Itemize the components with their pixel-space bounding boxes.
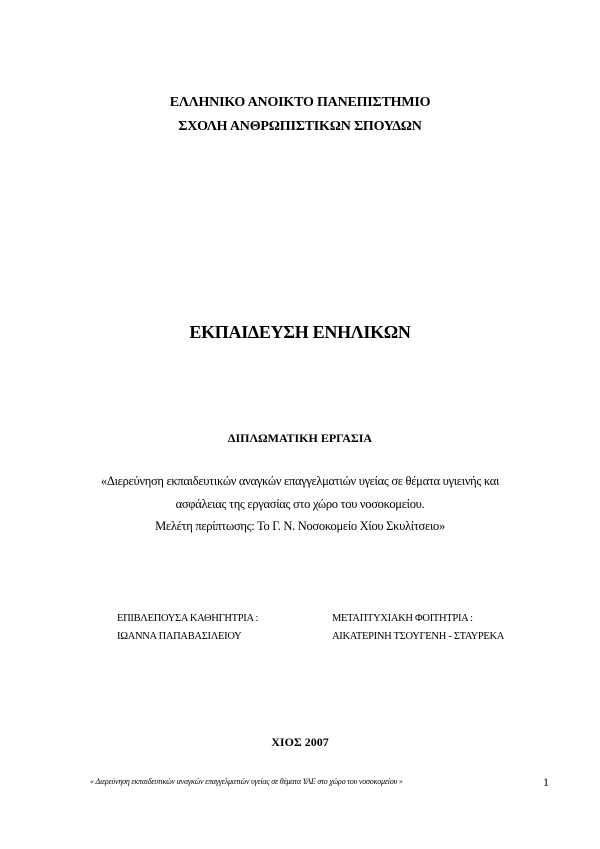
supervisor-name: ΙΩΑΝΝΑ ΠΑΠΑΒΑΣΙΛΕΙΟΥ — [117, 631, 242, 642]
thesis-topic-line-1: «Διερεύνηση εκπαιδευτικών αναγκών επαγγελματιών υγείας σε θέματα υγιεινής και — [100, 474, 500, 488]
thesis-topic-line-2: ασφάλειας της εργασίας στο χώρο του νοσοκομείου. — [175, 497, 425, 511]
place-year: ΧΙΟΣ 2007 — [271, 735, 329, 749]
footer-running-title: « Διερεύνηση εκπαιδευτικών αναγκών επαγγελματιών υγείας σε θέματα ΥΑΕ στο χώρο του νοσοκομείου » — [90, 777, 403, 786]
school-name: ΣΧΟΛΗ ΑΝΘΡΩΠΙΣΤΙΚΩΝ ΣΠΟΥΔΩΝ — [178, 119, 422, 134]
supervisor-label: ΕΠΙΒΛΕΠΟΥΣΑ ΚΑΘΗΓΗΤΡΙΑ : — [117, 613, 259, 624]
page-number: 1 — [543, 775, 549, 789]
document-title: ΕΚΠΑΙΔΕΥΣΗ ΕΝΗΛΙΚΩΝ — [189, 322, 411, 342]
student-label: ΜΕΤΑΠΤΥΧΙΑΚΗ ΦΟΙΤΗΤΡΙΑ : — [332, 613, 473, 624]
university-name: ΕΛΛΗΝΙΚΟ ΑΝΟΙΚΤΟ ΠΑΝΕΠΙΣΤΗΜΙΟ — [169, 95, 431, 110]
thesis-label: ΔΙΠΛΩΜΑΤΙΚΗ ΕΡΓΑΣΙΑ — [227, 431, 373, 445]
thesis-topic-line-3: Μελέτη περίπτωσης: Το Γ. Ν. Νοσοκομείο Χίου Σκυλίτσειο» — [155, 519, 445, 533]
student-name: ΑΙΚΑΤΕΡΙΝΗ ΤΣΟΥΓΕΝΗ - ΣΤΑΥΡΕΚΑ — [332, 631, 505, 642]
